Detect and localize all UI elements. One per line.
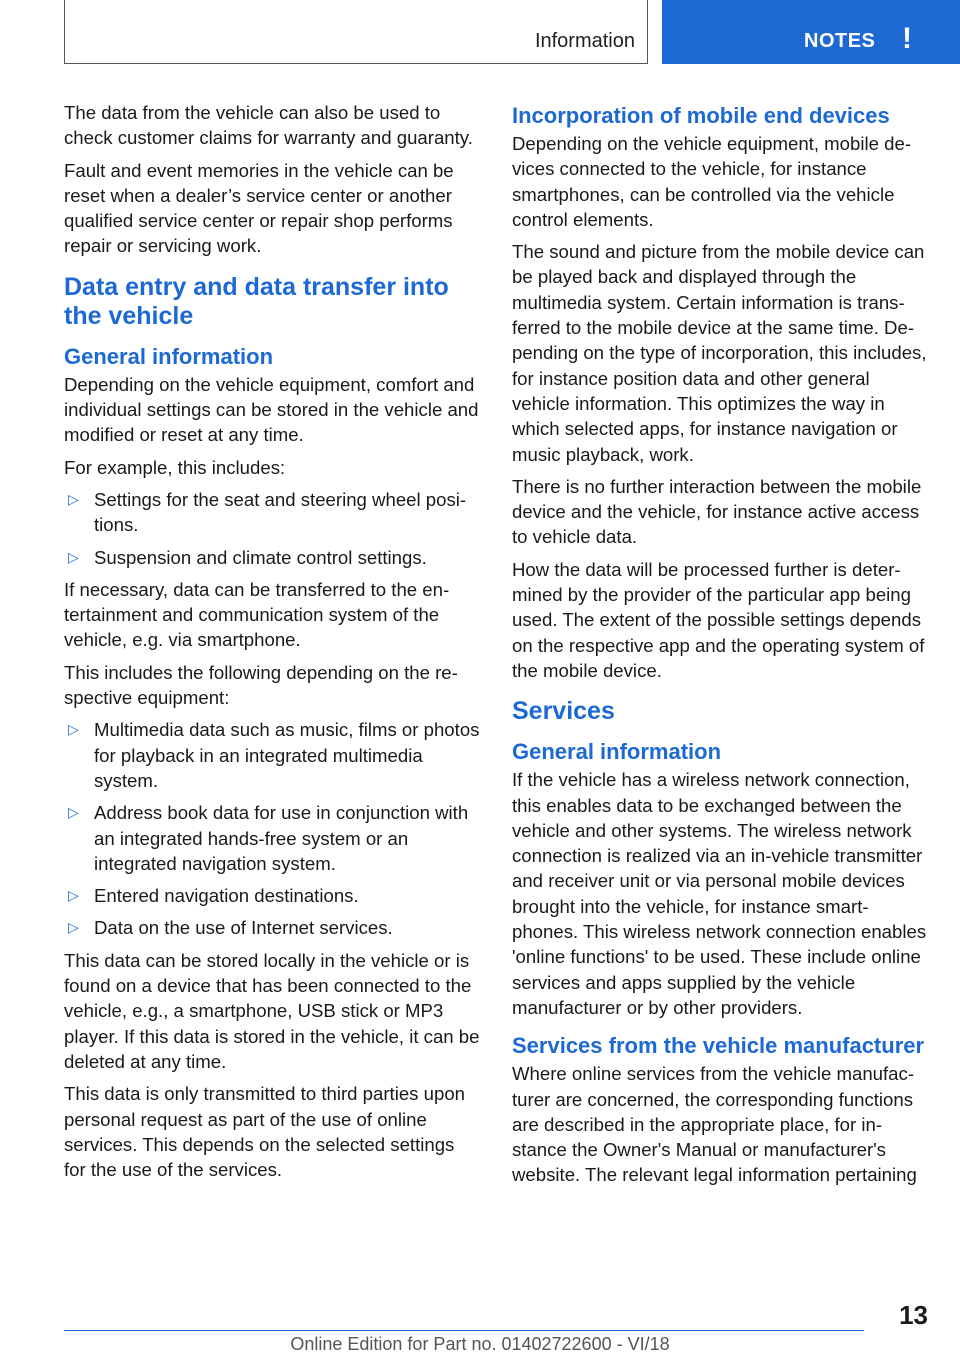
subheading-general-information: General information <box>512 739 722 765</box>
paragraph: Fault and event memories in the vehicle can be reset when a dealer’s service center or another qualified service center or repair shop performs repair or servicing work. <box>64 159 454 257</box>
list-item-text: Data on the use of Internet services. <box>94 917 393 939</box>
heading-services: Services <box>512 697 615 726</box>
paragraph: This data is only transmitted to third parties upon personal request as part of the use of online services. This depends on the selected settings for the use of the services. <box>64 1083 466 1181</box>
paragraph: How the data will be processed further is determined by the provider of the particular app being used. The extent of the possible settings depends on the respective app and the operating system of the mobile device. <box>512 558 925 681</box>
paragraph: This includes the following depending on the respective equipment: <box>64 661 458 709</box>
paragraph: Depending on the vehicle equipment, comfort and individual settings can be stored in the vehicle and modified or reset at any time. <box>64 373 479 446</box>
list-item <box>64 545 480 570</box>
bullet-list <box>64 487 480 570</box>
right-column <box>512 100 928 1195</box>
triangle-bullet-icon: ▷ <box>68 548 79 565</box>
list-item <box>64 717 480 793</box>
subheading-mobile-devices: Incorporation of mobile end devices <box>512 103 890 128</box>
heading-data-entry: Data entry and data transfer into the vehicle <box>64 272 449 330</box>
list-item-text: Suspension and climate control settings. <box>94 546 427 568</box>
page-number: 13 <box>899 1300 928 1330</box>
subheading-general-information: General information <box>64 343 274 369</box>
triangle-bullet-icon: ▷ <box>68 804 79 821</box>
paragraph: If the vehicle has a wireless network connection, this enables data to be exchanged between the vehicle and other systems. The wireless network connection is realized via an in-vehicle transmitter and receiver unit or via personal mobile devices brought into the vehicle, for instance smartphones. This wireless network connection enables 'online functions' to be used. These include online services and apps supplied by the vehicle manufacturer or by other providers. <box>512 769 927 1018</box>
triangle-bullet-icon: ▷ <box>68 490 79 507</box>
footer-edition-text: Online Edition for Part no. 01402722600 - VI/18 <box>290 1334 670 1354</box>
list-item-text: Settings for the seat and steering wheel positions. <box>94 488 467 536</box>
paragraph: For example, this includes: <box>64 456 286 478</box>
list-item <box>64 915 480 940</box>
paragraph: The data from the vehicle can also be used to check customer claims for warranty and guaranty. <box>64 102 473 149</box>
triangle-bullet-icon: ▷ <box>68 919 79 936</box>
notes-tab[interactable] <box>662 0 960 64</box>
bullet-list <box>64 717 480 940</box>
header-section-box <box>64 0 648 64</box>
paragraph: The sound and picture from the mobile device can be played back and displayed through the multimedia system. Certain information is transferred to the mobile device at the same time. Depending on the type of incorporation, this includes, for instance position data and other general vehicle information. This optimizes the way in which selected apps, for instance navigation or music playback, work. <box>512 241 927 465</box>
subheading-manufacturer-services: Services from the vehicle manufacturer <box>512 1033 925 1059</box>
section-title: Information <box>534 30 635 52</box>
triangle-bullet-icon: ▷ <box>68 887 79 904</box>
tab-label: NOTES <box>804 30 876 52</box>
paragraph: Where online services from the vehicle manufacturer are concerned, the corresponding functions are described in the appropriate place, for instance the Owner's Manual or manufacturer's website. The relevant legal information pertaining <box>512 1063 917 1186</box>
paragraph: Depending on the vehicle equipment, mobile devices connected to the vehicle, for instance smartphones, can be controlled via the vehicle control elements. <box>512 133 912 230</box>
footer-divider <box>64 1330 864 1331</box>
left-column <box>64 100 480 1189</box>
exclamation-icon: ! <box>902 22 912 55</box>
paragraph: There is no further interaction between the mobile device and the vehicle, for instance active access to vehicle data. <box>512 475 922 548</box>
paragraph: This data can be stored locally in the vehicle or is found on a device that has been connected to the vehicle, e.g., a smartphone, USB stick or MP3 player. If this data is stored in the vehicle, it can be deleted at any time. <box>64 949 480 1072</box>
paragraph: If necessary, data can be transferred to the entertainment and communication system of the vehicle, e.g. via smartphone. <box>64 578 450 651</box>
triangle-bullet-icon: ▷ <box>68 721 79 738</box>
list-item-text: Entered navigation destinations. <box>94 885 359 907</box>
list-item <box>64 883 480 908</box>
list-item-text: Address book data for use in conjunction with an integrated hands-free system or an integrated navigation system. <box>94 802 469 874</box>
list-item <box>64 800 480 876</box>
list-item <box>64 487 480 538</box>
list-item-text: Multimedia data such as music, films or photos for playback in an integrated multimedia system. <box>94 719 480 791</box>
